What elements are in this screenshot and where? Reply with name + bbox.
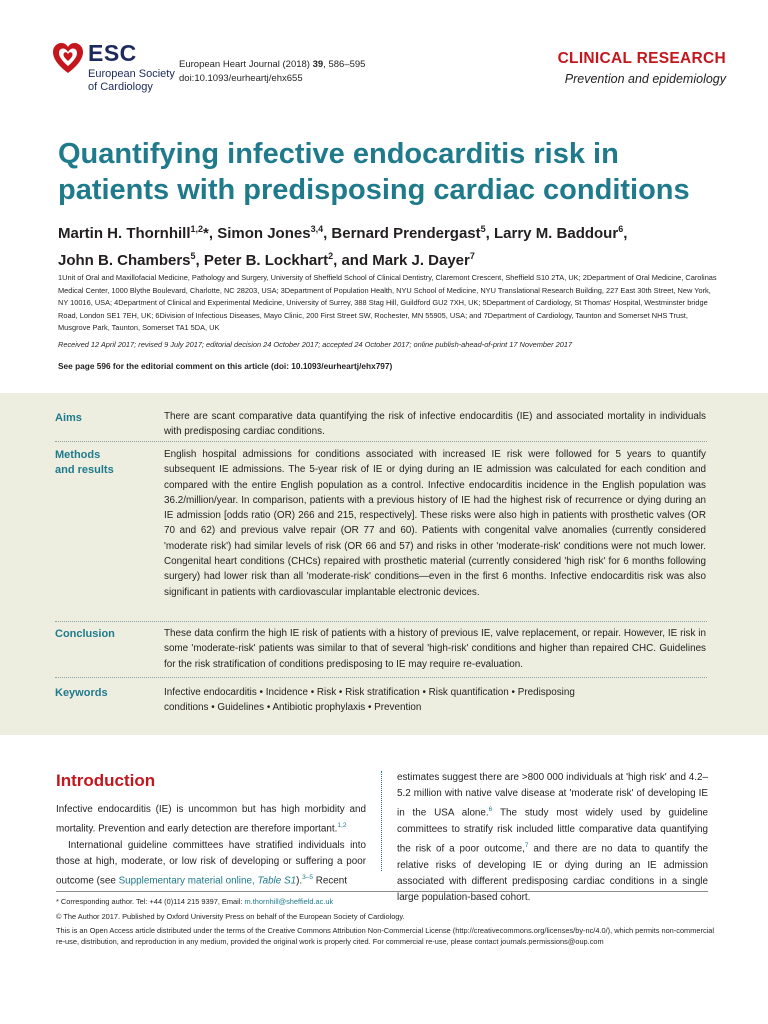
- society-line-1: European Society: [88, 68, 175, 80]
- journal-name: European Heart Journal (2018): [179, 59, 313, 70]
- section-divider: [55, 677, 707, 678]
- reference-link[interactable]: 6: [488, 806, 493, 814]
- author[interactable]: Peter B. Lockhart$^2$, and: [203, 251, 373, 269]
- article-section: [558, 50, 726, 86]
- conclusion-label: Conclusion: [55, 628, 115, 640]
- society-name: [88, 68, 175, 94]
- reference-link[interactable]: 3–5: [302, 874, 313, 882]
- introduction-heading: Introduction: [56, 771, 156, 790]
- author[interactable]: John B. Chambers$^5$,: [58, 251, 204, 269]
- journal-citation: [179, 58, 365, 86]
- reference-link[interactable]: 1,2: [337, 822, 347, 830]
- society-line-2: of Cardiology: [88, 81, 153, 93]
- keywords-label: Keywords: [55, 687, 108, 699]
- logo-wordmark: ESC: [88, 40, 137, 66]
- author[interactable]: Simon Jones$^{3,4}$,: [217, 224, 332, 242]
- license-note: This is an Open Access article distributed under the terms of the Creative Commons Attribution Non-Commercial License (http://creativecommons.org/licenses/by-nc/4.0/), which permits non-commercial re-use, distribution, and reproduction in any medium, provided the original work is properly cited. For commercial re-use, please contact journals.permissions@oup.com: [56, 926, 715, 947]
- title-line-1: Quantifying infective endocarditis risk in: [58, 138, 619, 170]
- column-divider: [381, 771, 382, 871]
- methods-label: Methods and results: [55, 449, 114, 476]
- heart-logo-icon: [52, 42, 84, 76]
- corresponding-author: * Corresponding author. Tel: +44 (0)114 215 9397, Email: m.thornhill@sheffield.ac.uk: [56, 897, 334, 906]
- copyright-note: © The Author 2017. Published by Oxford University Press on behalf of the European Society of Cardiology.: [56, 912, 405, 921]
- journal-pages: , 586–595: [323, 59, 366, 70]
- keywords-text: Infective endocarditis • Incidence • Risk • Risk stratification • Risk quantification • Predisposing conditions • Guidelines • Antibiotic prophylaxis • Prevention: [164, 687, 575, 714]
- affiliations: 1Unit of Oral and Maxillofacial Medicine, Pathology and Surgery, University of Sheffield School of Clinical Dentistry, Claremont Crescent, Sheffield S10 2TA, UK; 2Department of Oral Medicine, Carolinas Medical Center, 1000 Blythe Boulevard, Charlotte, NC 28203, USA; 3Department of Population Health, NYU School of Medicine, NYU Translational Research Building, 227 East 30th Street, New York, NY 10016, USA; 4Department of Clinical and Experimental Medicine, University of Surrey, 388 Stag Hill, Guildford GU2 7XH, UK; 5Department of Cardiology, St Thomas' Hospital, Westminster bridge Road, London SE1 7EH, UK; 6Division of Infectious Diseases, Mayo Clinic, 200 First Street SW, Rochester, MN 55905, USA; and 7Department of Cardiology, Taunton and Somerset NHS Trust, Musgrove Park, Taunton, Somerset TA1 5DA, UK: [58, 273, 717, 333]
- aims-label: Aims: [55, 412, 82, 424]
- author[interactable]: Mark J. Dayer$^7$: [372, 251, 475, 269]
- subsection-label: Prevention and epidemiology: [564, 72, 726, 86]
- author-list: [58, 218, 738, 272]
- paragraph: International guideline committees have stratified individuals into those at high, moderate, or low risk of developing or suffering a poor outcome (see Supplementary material online, Table S1).$^{3-5}$ Recent: [56, 839, 366, 887]
- received-dates: Received 12 April 2017; revised 9 July 2017; editorial decision 24 October 2017; accepted 24 October 2017; online publish-ahead-of-print 17 November 2017: [58, 340, 573, 349]
- aims-text: There are scant comparative data quantifying the risk of infective endocarditis (IE) and associated mortality in individuals with predisposing cardiac conditions.: [164, 411, 706, 438]
- reference-link[interactable]: 7: [524, 842, 529, 850]
- footnote-rule: [56, 891, 708, 892]
- section-label: CLINICAL RESEARCH: [557, 50, 726, 67]
- journal-volume: 39: [312, 59, 324, 70]
- section-divider: [55, 621, 707, 622]
- author-email-link[interactable]: m.thornhill@sheffield.ac.uk: [244, 897, 334, 906]
- journal-doi[interactable]: doi:10.1093/eurheartj/ehx655: [179, 73, 303, 84]
- author[interactable]: Larry M. Baddour$^6$,: [494, 224, 628, 242]
- section-divider: [55, 441, 707, 442]
- article-title: [58, 136, 738, 208]
- editorial-comment-note[interactable]: See page 596 for the editorial comment on this article (doi: 10.1093/eurheartj/ehx797): [58, 361, 393, 371]
- author[interactable]: Bernard Prendergast$^5$,: [331, 224, 494, 242]
- body-column-left: [56, 802, 366, 890]
- author[interactable]: Martin H. Thornhill$^{1,2}$*,: [58, 224, 218, 242]
- paragraph: Infective endocarditis (IE) is uncommon but has high morbidity and mortality. Prevention and early detection are therefore important.$^{1,2}$: [56, 804, 366, 835]
- body-column-right: estimates suggest there are >800 000 individuals at 'high risk' and 4.2–5.2 million with native valve disease at 'moderate risk' of developing IE in the USA alone.$^6$ The study most widely used by guideline committees to stratify risk included little comparative data quantifying the risk of a poor outcome,$^7$ and there are no data to quantify the relative risks of developing IE or dying during an IE admission associated with different predisposing cardiac conditions in a single large population-based cohort.: [397, 772, 708, 904]
- title-line-2: patients with predisposing cardiac conditions: [58, 174, 690, 206]
- supplementary-link[interactable]: Supplementary material online, Table S1: [118, 875, 297, 887]
- methods-text: English hospital admissions for conditions associated with increased IE risk were followed for 5 years to quantify subsequent IE admissions. The 5-year risk of IE or dying during an IE admission was calculated for each condition and compared with the entire English population as a control. Infective endocarditis incidence in the English population was 36.2/million/year. In comparison, patients with a previous history of IE had the highest risk of recurrence or dying during an IE admission [odds ratio (OR) 266 and 215, respectively]. These risks were also high in patients with prosthetic valves (OR 70 and 62) and previous valve repair (OR 77 and 60). Patients with congenital valve anomalies (currently considered 'moderate risk') had similar levels of risk (OR 66 and 57) and risks in other 'moderate-risk' conditions were not much lower. Congenital heart conditions (CHCs) repaired with prosthetic material (currently considered 'high risk' for 6 months following surgery) had lower risk than all 'moderate-risk' conditions—even in the first 6 months. Infective endocarditis risk was also significant in patients with cardiovascular implantable electronic devices.: [164, 449, 706, 598]
- conclusion-text: These data confirm the high IE risk of patients with a history of previous IE, valve replacement, or repair. However, IE risk in some 'moderate-risk' patients was similar to that of several 'high-risk' conditions and higher than repaired CHC. Guidelines for the risk stratification of conditions predisposing to IE may require re-evaluation.: [164, 628, 706, 670]
- structured-abstract: [0, 393, 768, 735]
